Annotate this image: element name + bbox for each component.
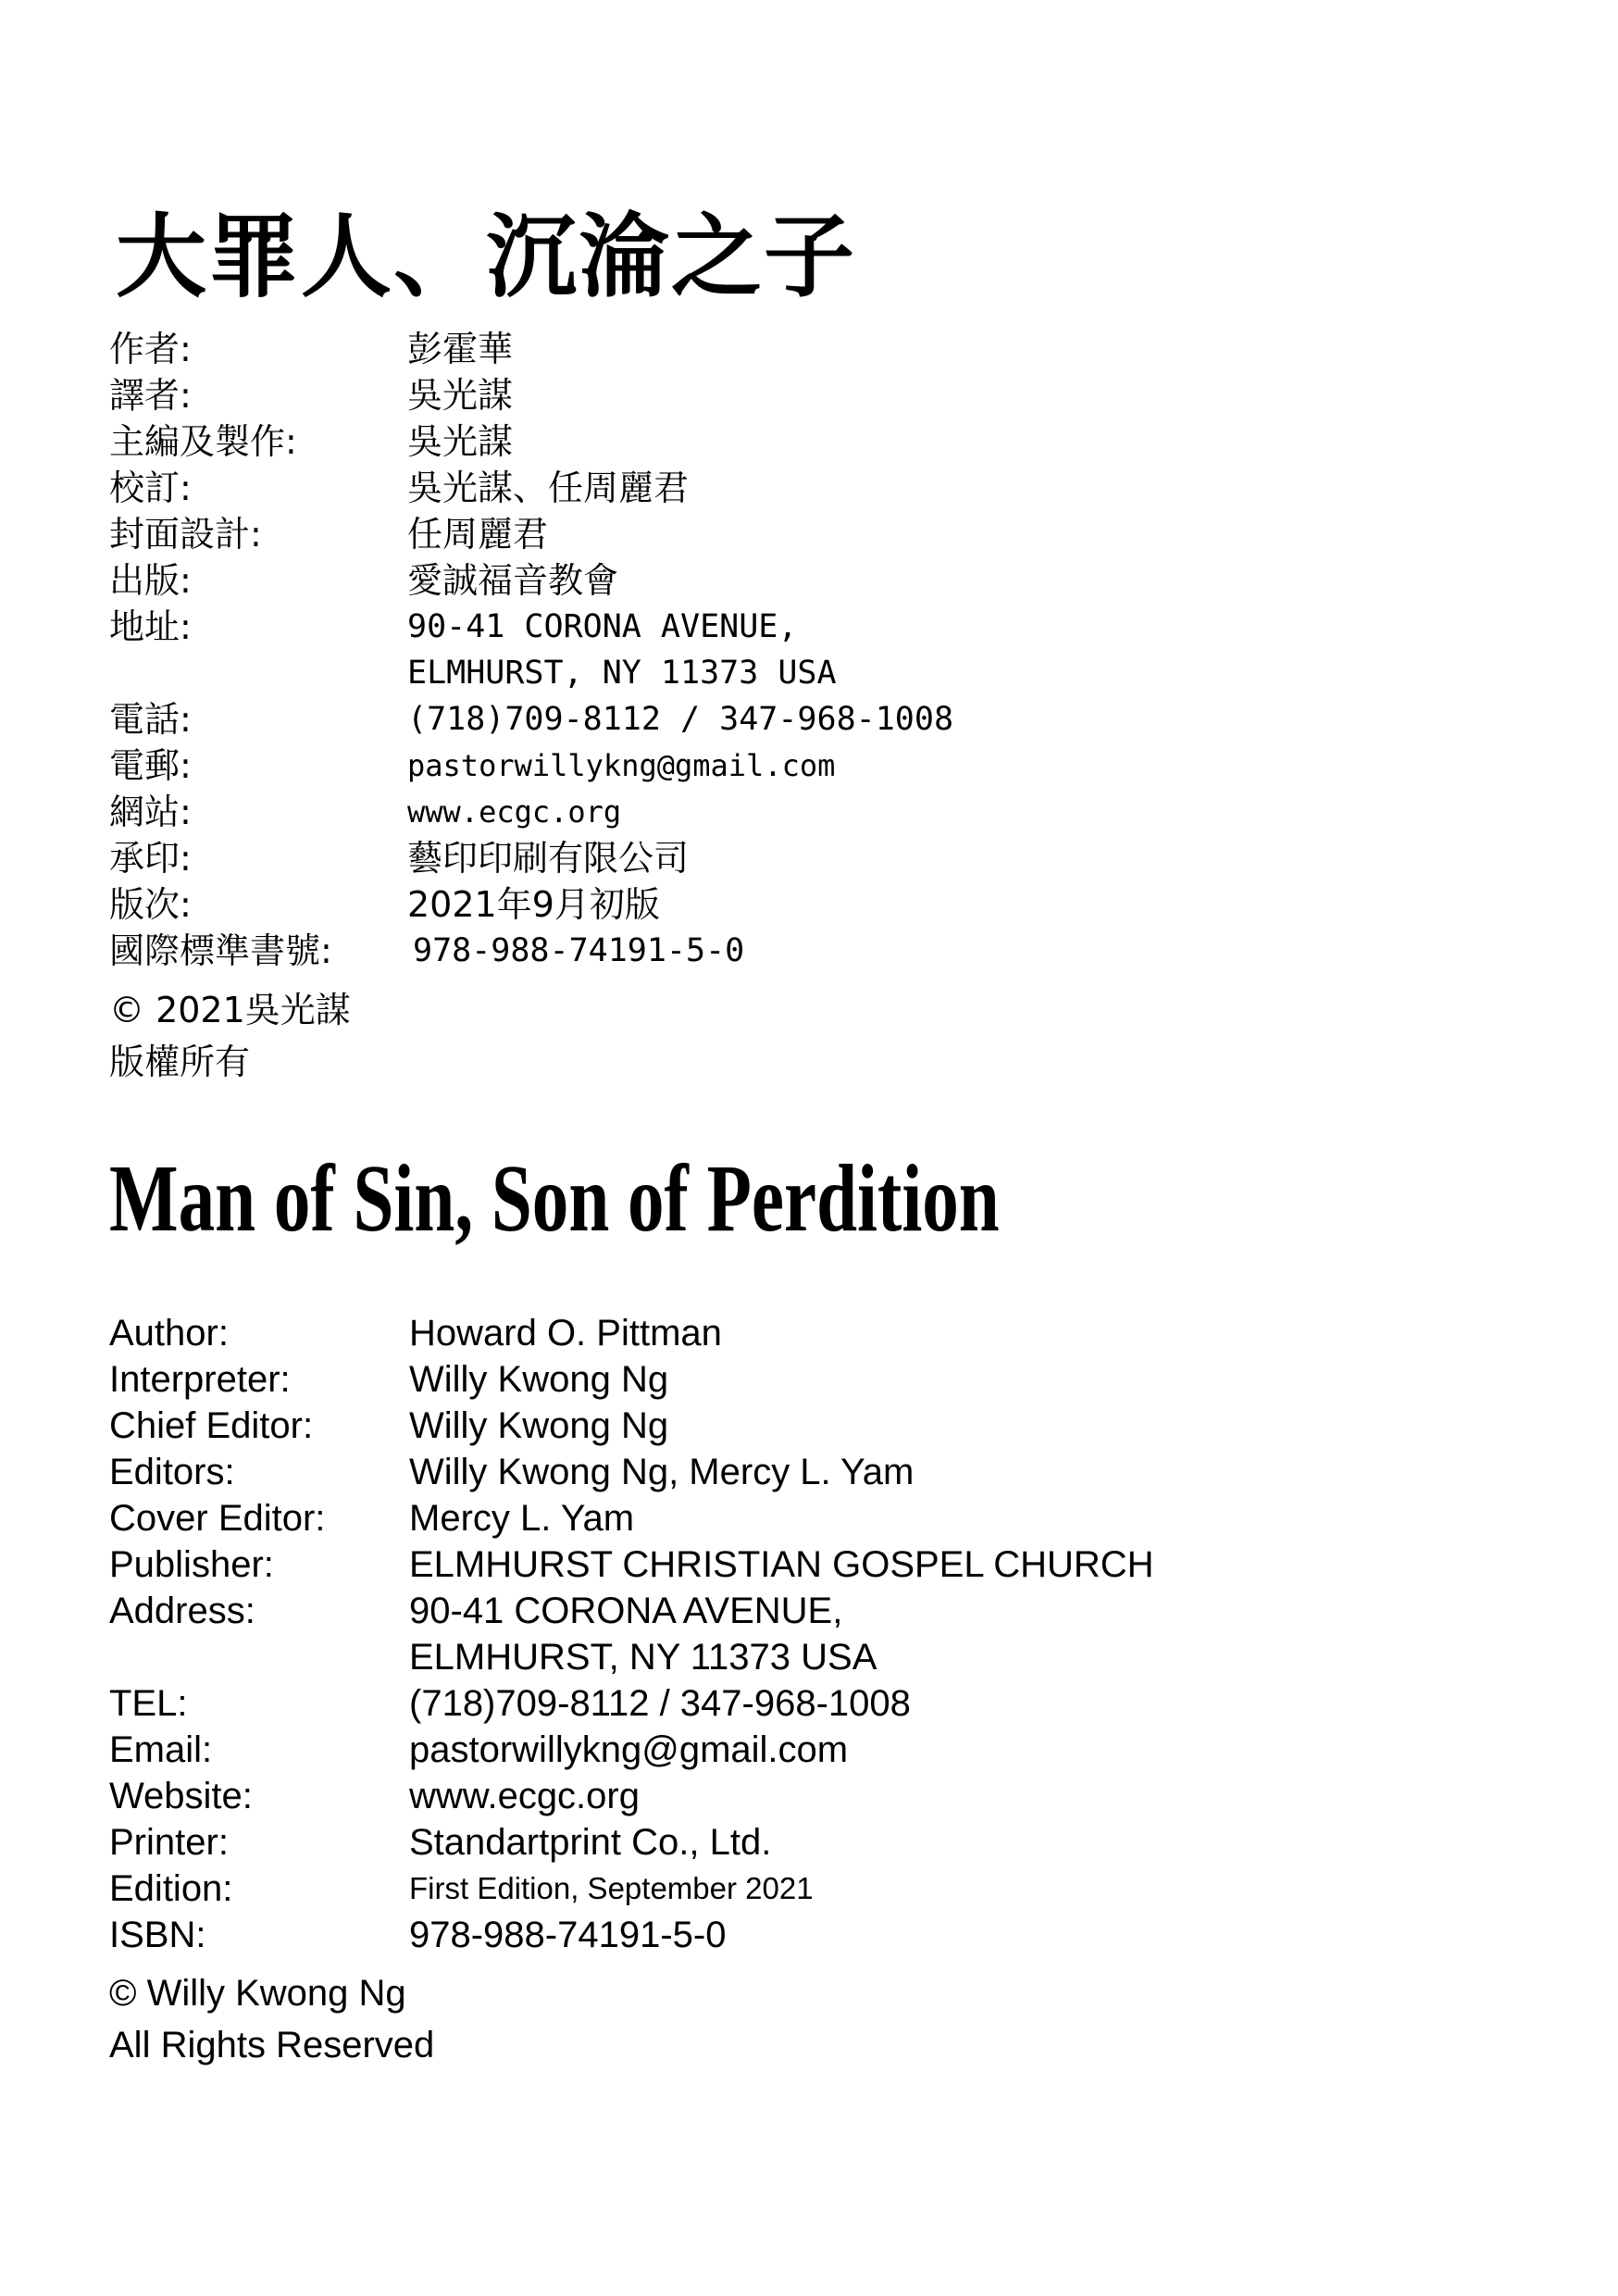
zh-chief-editor-label: 主編及製作:: [109, 421, 297, 462]
en-phone-label: TEL:: [109, 1683, 188, 1724]
en-address-line2: ELMHURST, NY 11373 USA: [409, 1637, 877, 1678]
zh-translator-value: 吳光謀: [407, 375, 514, 416]
en-phone-value: (718)709-8112 / 347-968-1008: [409, 1683, 911, 1724]
en-publisher-value: ELMHURST CHRISTIAN GOSPEL CHURCH: [409, 1544, 1154, 1585]
en-cover-editor-value: Mercy L. Yam: [409, 1498, 635, 1539]
en-website-value: www.ecgc.org: [409, 1776, 640, 1816]
zh-editors-value: 吳光謀、任周麗君: [407, 468, 690, 508]
en-isbn-value: 978-988-74191-5-0: [409, 1915, 727, 1955]
zh-address-label: 地址:: [109, 606, 192, 647]
en-interpreter-value: Willy Kwong Ng: [409, 1359, 669, 1400]
zh-phone-value: (718)709-8112 / 347-968-1008: [407, 701, 954, 738]
en-interpreter-label: Interpreter:: [109, 1359, 291, 1400]
en-email-label: Email:: [109, 1729, 213, 1770]
en-address-label: Address:: [109, 1591, 255, 1631]
zh-printer-value: 藝印印刷有限公司: [407, 838, 690, 879]
zh-translator-label: 譯者:: [109, 375, 192, 416]
en-chief-editor-value: Willy Kwong Ng: [409, 1405, 669, 1446]
en-rights: All Rights Reserved: [109, 2025, 435, 2065]
en-chief-editor-label: Chief Editor:: [109, 1405, 314, 1446]
zh-rights: 版權所有: [109, 1042, 251, 1082]
en-edition-label: Edition:: [109, 1868, 233, 1909]
zh-isbn-value: 978-988-74191-5-0: [413, 932, 745, 969]
en-email-value: pastorwillykng@gmail.com: [409, 1729, 849, 1770]
en-address-line1: 90-41 CORONA AVENUE,: [409, 1591, 843, 1631]
zh-cover-design-value: 任周麗君: [407, 514, 549, 555]
en-copyright: © Willy Kwong Ng: [109, 1973, 406, 2014]
zh-author-value: 彭霍華: [407, 329, 514, 369]
zh-address-line1: 90-41 CORONA AVENUE,: [407, 608, 798, 645]
en-printer-label: Printer:: [109, 1822, 229, 1863]
zh-editors-label: 校訂:: [109, 468, 192, 508]
en-publisher-label: Publisher:: [109, 1544, 274, 1585]
zh-cover-design-label: 封面設計:: [109, 514, 262, 555]
zh-chief-editor-value: 吳光謀: [407, 421, 514, 462]
zh-email-label: 電郵:: [109, 745, 192, 786]
zh-author-label: 作者:: [109, 329, 192, 369]
en-edition-value: First Edition, September 2021: [409, 1871, 814, 1905]
en-cover-editor-label: Cover Editor:: [109, 1498, 326, 1539]
en-isbn-label: ISBN:: [109, 1915, 206, 1955]
en-author-label: Author:: [109, 1313, 229, 1354]
zh-printer-label: 承印:: [109, 838, 192, 879]
zh-edition-label: 版次:: [109, 884, 192, 925]
zh-website-value: www.ecgc.org: [407, 794, 622, 830]
en-editors-label: Editors:: [109, 1452, 235, 1492]
chinese-book-title: 大罪人、沉淪之子: [116, 204, 857, 310]
en-printer-value: Standartprint Co., Ltd.: [409, 1822, 772, 1863]
zh-isbn-label: 國際標準書號:: [109, 930, 332, 971]
zh-publisher-label: 出版:: [109, 560, 192, 601]
en-website-label: Website:: [109, 1776, 253, 1816]
zh-phone-label: 電話:: [109, 699, 192, 740]
zh-copyright: © 2021吳光謀: [109, 990, 351, 1030]
zh-publisher-value: 愛誠福音教會: [407, 560, 619, 601]
zh-website-label: 網站:: [109, 792, 192, 832]
zh-address-line2: ELMHURST, NY 11373 USA: [407, 655, 837, 692]
zh-edition-value: 2021年9月初版: [407, 884, 660, 925]
en-author-value: Howard O. Pittman: [409, 1313, 722, 1354]
en-editors-value: Willy Kwong Ng, Mercy L. Yam: [409, 1452, 915, 1492]
english-book-title: Man of Sin, Son of Perdition: [109, 1145, 1000, 1252]
zh-email-value: pastorwillykng@gmail.com: [407, 748, 836, 783]
